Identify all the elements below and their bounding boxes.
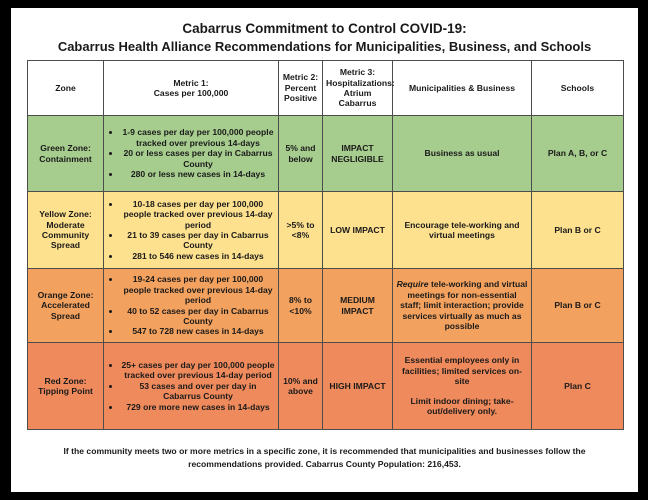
metric2-cell: 10% and above bbox=[279, 343, 323, 430]
table-row-green bbox=[28, 116, 624, 192]
metric3-cell: HIGH IMPACT bbox=[323, 343, 393, 430]
municipalities-text-2: Limit indoor dining; take-out/delivery only. bbox=[410, 395, 514, 417]
document-page bbox=[11, 8, 638, 492]
metric2-cell: 8% to <10% bbox=[279, 269, 323, 343]
table-header-row bbox=[28, 61, 624, 116]
municipalities-text: tele-working and virtual meetings for non-essential staff; limit interaction; provide services virtually as much as possible bbox=[400, 279, 528, 332]
paragraph-gap bbox=[396, 387, 528, 396]
metric1-item: • 729 ore more new cases in 14-days bbox=[121, 402, 275, 412]
metric3-cell: IMPACT NEGLIGIBLE bbox=[323, 116, 393, 192]
schools-cell: Plan B or C bbox=[532, 269, 624, 343]
metric1-item: • 1-9 cases per day per 100,000 people tracked over previous 14-days bbox=[121, 127, 275, 148]
zone-cell: Orange Zone: Accelerated Spread bbox=[28, 269, 104, 343]
metric1-item: • 280 or less new cases in 14-days bbox=[121, 169, 275, 179]
header-municipalities: Municipalities & Business bbox=[393, 61, 532, 116]
metric1-cell bbox=[104, 116, 279, 192]
header-metric1 bbox=[104, 61, 279, 116]
metric1-item: • 281 to 546 new cases in 14-days bbox=[121, 251, 275, 261]
metric1-item: • 40 to 52 cases per day in Cabarrus County bbox=[121, 306, 275, 327]
schools-cell: Plan B or C bbox=[532, 192, 624, 269]
header-metric1-sub: Cases per 100,000 bbox=[153, 88, 229, 98]
metric2-cell: 5% and below bbox=[279, 116, 323, 192]
zone-cell: Red Zone: Tipping Point bbox=[28, 343, 104, 430]
metric1-item: • 21 to 39 cases per day in Cabarrus County bbox=[121, 230, 275, 251]
metric1-cell bbox=[104, 343, 279, 430]
table-row-orange bbox=[28, 269, 624, 343]
metric1-item: • 53 cases and over per day in Cabarrus County bbox=[121, 381, 275, 402]
municipalities-cell: Business as usual bbox=[393, 116, 532, 192]
schools-cell: Plan C bbox=[532, 343, 624, 430]
municipalities-cell bbox=[393, 269, 532, 343]
zone-cell: Yellow Zone: Moderate Community Spread bbox=[28, 192, 104, 269]
require-emphasis: Require bbox=[396, 279, 429, 290]
metric3-cell: MEDIUM IMPACT bbox=[323, 269, 393, 343]
municipalities-cell: Encourage tele-working and virtual meetings bbox=[393, 192, 532, 269]
table-row-yellow bbox=[28, 192, 624, 269]
metric3-cell: LOW IMPACT bbox=[323, 192, 393, 269]
zone-cell: Green Zone: Containment bbox=[28, 116, 104, 192]
table-row-red bbox=[28, 343, 624, 430]
header-zone: Zone bbox=[28, 61, 104, 116]
metric1-cell bbox=[104, 269, 279, 343]
footnote: If the community meets two or more metrics in a specific zone, it is recommended that municipalities and businesses follow the recommendations provided. Cabarrus County Population: 216,453. bbox=[63, 446, 586, 469]
municipalities-cell bbox=[393, 343, 532, 430]
metric1-item: • 19-24 cases per day per 100,000 people tracked over previous 14-day period bbox=[121, 274, 275, 305]
header-schools: Schools bbox=[532, 61, 624, 116]
municipalities-text: Essential employees only in facilities; limited services on-site bbox=[402, 355, 522, 387]
header-metric2: Metric 2: Percent Positive bbox=[279, 61, 323, 116]
page-title: Cabarrus Commitment to Control COVID-19: bbox=[182, 21, 467, 36]
metric2-cell: >5% to <8% bbox=[279, 192, 323, 269]
schools-cell: Plan A, B, or C bbox=[532, 116, 624, 192]
metric1-item: • 20 or less cases per day in Cabarrus County bbox=[121, 148, 275, 169]
metric1-item: • 547 to 728 new cases in 14-days bbox=[121, 326, 275, 336]
metric1-item: • 25+ cases per day per 100,000 people tracked over previous 14-day period bbox=[121, 360, 275, 381]
header-metric3: Metric 3: Hospitalizations: Atrium Cabarrus bbox=[323, 61, 393, 116]
zone-table bbox=[27, 60, 624, 430]
header-metric1-label: Metric 1: bbox=[173, 77, 209, 88]
metric1-item: • 10-18 cases per day per 100,000 people tracked over previous 14-day period bbox=[121, 199, 275, 230]
metric1-cell bbox=[104, 192, 279, 269]
page-subtitle: Cabarrus Health Alliance Recommendations for Municipalities, Business, and Schools bbox=[57, 39, 592, 54]
